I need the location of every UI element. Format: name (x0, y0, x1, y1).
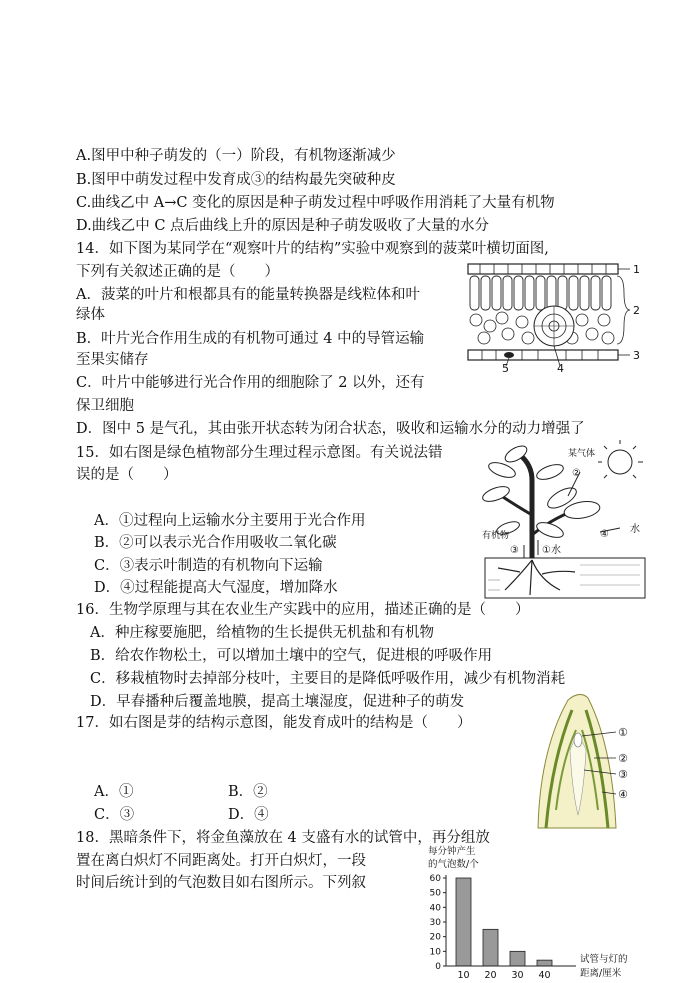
plant-label-4: ④ (600, 529, 609, 540)
q13-option-c: C.曲线乙中 A→C 变化的原因是种子萌发过程中呼吸作用消耗了大量有机物 (76, 195, 555, 211)
bud-label-2: ② (618, 752, 628, 765)
bud-label-4: ④ (618, 788, 628, 801)
chart-ytick-label: 0 (435, 962, 441, 972)
chart-xtick-label: 30 (511, 970, 524, 981)
chart-xtick-label: 20 (484, 970, 497, 981)
q14-option-c-cont: 保卫细胞 (76, 398, 134, 414)
q15-stem: 15．如右图是绿色植物部分生理过程示意图。有关说法错 (76, 445, 443, 461)
q16-option-a: A．种庄稼要施肥，给植物的生长提供无机盐和有机物 (90, 625, 434, 641)
leaf-label-2: 2 (633, 304, 640, 317)
chart-ytick-label: 10 (429, 947, 441, 958)
q15-stem-2: 误的是（ ） (76, 467, 178, 483)
chart-ytick-label: 60 (429, 874, 441, 884)
q14-option-d: D．图中 5 是气孔，其由张开状态转为闭合状态，吸收和运输水分的动力增强了 (76, 421, 585, 437)
q16-option-b: B．给农作物松土，可以增加土壤中的空气，促进根的呼吸作用 (90, 648, 493, 664)
chart-bar (537, 960, 552, 966)
plant-label-3: ③ (510, 545, 519, 556)
q15-option-b: B．②可以表示光合作用吸收二氧化碳 (94, 535, 337, 551)
q14-stem-2: 下列有关叙述正确的是（ ） (76, 264, 279, 280)
q17-option-b: B．② (228, 784, 268, 800)
q16-stem: 16．生物学原理与其在农业生产实践中的应用，描述正确的是（ ） (76, 602, 530, 618)
bud-structure-figure (528, 690, 648, 830)
q14-option-b-cont: 至果实储存 (76, 352, 149, 368)
q15-option-d: D．④过程能提高大气湿度，增加降水 (94, 580, 338, 596)
q14-option-a: A．菠菜的叶片和根都具有的能量转换器是线粒体和叶 (76, 287, 420, 303)
chart-ytick-label: 20 (429, 932, 441, 943)
q18-stem-3: 时间后统计到的气泡数目如右图所示。下列叙 (76, 875, 366, 891)
chart-ytick-label: 50 (429, 888, 441, 899)
leaf-cross-section-figure (462, 258, 652, 373)
leaf-label-1: 1 (633, 263, 640, 276)
leaf-label-3: 3 (633, 349, 640, 362)
chart-ytick-label: 40 (429, 903, 441, 914)
plant-label-2: ② (572, 468, 581, 479)
q16-option-d: D．早春播种后覆盖地膜，提高土壤湿度，促进种子的萌发 (90, 694, 465, 710)
q14-stem: 14．如下图为某同学在“观察叶片的结构”实验中观察到的菠菜叶横切面图, (76, 241, 549, 257)
chart-xtick-label: 40 (538, 970, 551, 981)
chart-ylabel-line-1: 每分钟产生 (428, 846, 476, 857)
chart-xlabel-line-2: 距离/厘米 (580, 968, 622, 979)
chart-xlabel-line-1: 试管与灯的 (580, 954, 628, 965)
chart-bar (510, 951, 525, 966)
leaf-label-5: 5 (502, 362, 509, 373)
q17-option-d: D．④ (228, 807, 269, 823)
q17-stem: 17．如右图是芽的结构示意图，能发育成叶的结构是（ ） (76, 715, 472, 731)
q18-stem: 18．黑暗条件下，将金鱼藻放在 4 支盛有水的试管中，再分组放 (76, 830, 490, 846)
leaf-label-4: 4 (557, 362, 564, 373)
q13-option-d: D.曲线乙中 C 点后曲线上升的原因是种子萌发吸收了大量的水分 (76, 218, 490, 234)
q14-option-c: C．叶片中能够进行光合作用的细胞除了 2 以外，还有 (76, 375, 425, 391)
plant-label-organic: 有机物 (482, 531, 510, 541)
q14-option-b: B．叶片光合作用生成的有机物可通过 4 中的导管运输 (76, 331, 425, 347)
bud-label-1: ① (618, 726, 628, 739)
q17-option-a: A．① (94, 784, 134, 800)
chart-xtick-label: 10 (457, 970, 470, 981)
q13-option-a: A.图甲中种子萌发的（一）阶段，有机物逐渐减少 (76, 148, 396, 164)
q14-option-a-cont: 绿体 (76, 307, 105, 323)
chart-bar (483, 929, 498, 966)
q15-option-c: C．③表示叶制造的有机物向下运输 (94, 558, 323, 574)
bud-label-3: ③ (618, 768, 628, 781)
chart-ylabel-line-2: 的气泡数/个 (428, 859, 479, 870)
q18-stem-2: 置在离白炽灯不同距离处。打开白炽灯，一段 (76, 853, 366, 869)
chart-ytick-label: 30 (429, 918, 441, 928)
q15-option-a: A．①过程向上运输水分主要用于光合作用 (94, 513, 366, 529)
plant-label-water: 水 (630, 524, 640, 535)
plant-label-gas: 某气体 (568, 449, 596, 459)
q13-option-b: B.图甲中萌发过程中发育成③的结构最先突破种皮 (76, 172, 396, 188)
plant-process-figure (480, 440, 650, 600)
q16-option-c: C．移栽植物时去掉部分枝叶，主要目的是降低呼吸作用，减少有机物消耗 (90, 671, 566, 687)
plant-label-1-water: ①水 (542, 545, 561, 556)
q17-option-c: C．③ (94, 807, 135, 823)
bubble-count-bar-chart (418, 842, 648, 982)
chart-bar (456, 878, 471, 966)
